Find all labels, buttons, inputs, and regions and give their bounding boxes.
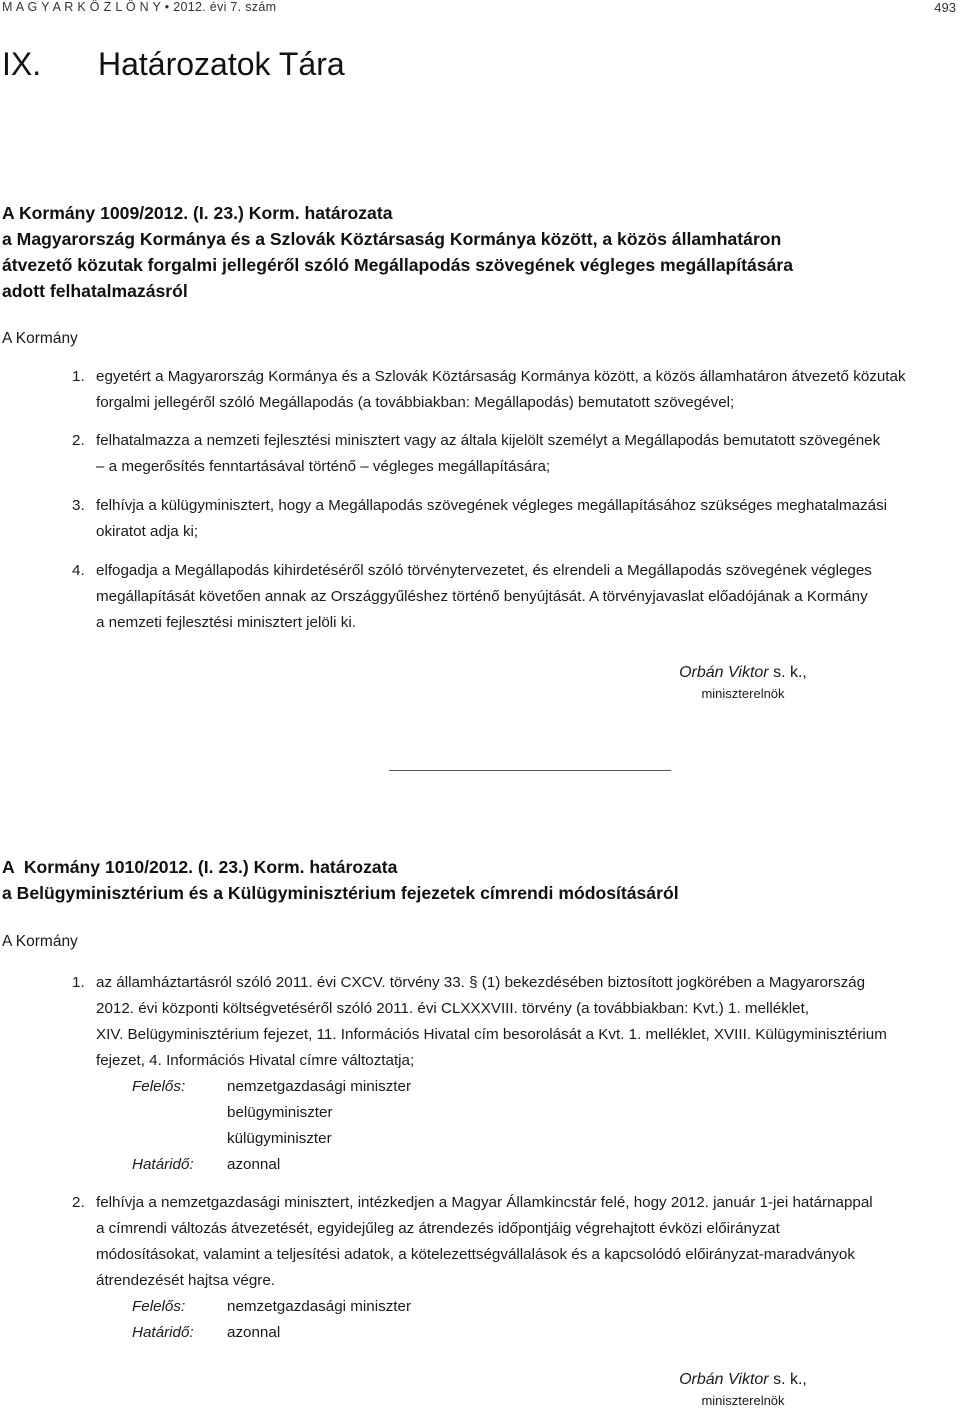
signatory-name: Orbán Viktor	[679, 664, 769, 681]
section-number: IX.	[2, 46, 42, 82]
deadline-value: azonnal	[227, 1156, 281, 1173]
item-line: forgalmi jellegéről szóló Megállapodás (a továbbiakban: Megállapodás) bemutatott szövegével;	[96, 394, 735, 411]
resolution1-item-1	[72, 364, 956, 416]
signatory-role: miniszterelnök	[701, 686, 785, 701]
responsible-label: Felelős:	[132, 1078, 186, 1095]
resolution2-item-1	[72, 970, 956, 1074]
resolution1-title-line: átvezető közutak forgalmi jellegéről szóló Megállapodás szövegének végleges megállapítására	[2, 255, 794, 275]
item-line: a címrendi változás átvezetését, egyidejűleg az átrendezés időpontjáig végrehajtott évközi előirányzat	[96, 1220, 780, 1237]
deadline-label: Határidő:	[132, 1156, 194, 1173]
resolution2-item-2	[72, 1190, 956, 1294]
item-line: az államháztartásról szóló 2011. évi CXCV. törvény 33. § (1) bekezdésében biztosított jogkörében a Magyarország	[96, 974, 866, 991]
resolution1-title-line: adott felhatalmazásról	[2, 281, 188, 301]
journal-name: M A G Y A R K Ö Z L Ö N Y	[2, 0, 161, 14]
item-line: megállapítását követően annak az Országgyűléshez történő benyújtását. A törvényjavaslat előadójának a Kormány	[96, 588, 868, 605]
resolution1-signature	[668, 664, 818, 701]
item-line: a nemzeti fejlesztési minisztert jelöli ki.	[96, 614, 356, 631]
item-line: 2012. évi központi költségvetéséről szóló 2011. évi CLXXXVIII. törvény (a továbbiakban: Kvt.) 1. melléklet,	[96, 1000, 810, 1017]
resolution1-title	[2, 200, 950, 304]
journal-info	[2, 0, 276, 14]
item-number: 3.	[72, 497, 85, 514]
resolution1-title-line: A Kormány 1009/2012. (I. 23.) Korm. határozata	[2, 203, 393, 223]
resolution1-item-4	[72, 558, 956, 636]
issue-label: 2012. évi 7. szám	[173, 0, 277, 14]
item-number: 4.	[72, 562, 85, 579]
resolution1-item-3	[72, 493, 956, 545]
resolution1-intro: A Kormány	[2, 330, 78, 347]
item-line: elfogadja a Megállapodás kihirdetéséről szóló törvénytervezetet, és elrendeli a Megállapodás szövegének végleges	[96, 562, 872, 579]
responsible-value: nemzetgazdasági miniszter	[227, 1298, 412, 1315]
section-divider	[389, 770, 671, 771]
item-line: felhatalmazza a nemzeti fejlesztési minisztert vagy az általa kijelölt személyt a Megállapodás bemutatott szövegének	[96, 432, 881, 449]
item-number: 2.	[72, 1194, 85, 1211]
responsible-value: külügyminiszter	[227, 1130, 332, 1147]
page-header	[2, 0, 960, 14]
signatory-name: Orbán Viktor	[679, 1371, 769, 1388]
resolution1-title-line: a Magyarország Kormánya és a Szlovák Köztársaság Kormánya között, a közös államhatáron	[2, 229, 782, 249]
item-line: módosításokat, valamint a teljesítési adatok, a kötelezettségvállalások és a kapcsolódó előirányzat-maradványok	[96, 1246, 855, 1263]
responsible-value: nemzetgazdasági miniszter	[227, 1078, 412, 1095]
item-line: – a megerősítés fenntartásával történő – végleges megállapítására;	[96, 458, 551, 475]
item-line: egyetért a Magyarország Kormánya és a Szlovák Köztársaság Kormánya között, a közös államhatáron átvezető közutak	[96, 368, 906, 385]
responsible-value: belügyminiszter	[227, 1104, 333, 1121]
page-number: 493	[934, 0, 956, 15]
item-line: felhívja a nemzetgazdasági minisztert, intézkedjen a Magyar Államkincstár felé, hogy 2012. január 1-jei határnappal	[96, 1194, 873, 1211]
resolution2-title-line: a Belügyminisztérium és a Külügyminisztérium fejezetek címrendi módosításáról	[2, 883, 679, 903]
signatory-suffix: s. k.,	[768, 664, 807, 681]
resolution2-title-line: A Kormány 1010/2012. (I. 23.) Korm. határozata	[2, 857, 398, 877]
resolution2-signature	[668, 1371, 818, 1408]
item-line: okiratot adja ki;	[96, 523, 199, 540]
responsible-label: Felelős:	[132, 1298, 186, 1315]
item-line: felhívja a külügyminisztert, hogy a Megállapodás szövegének végleges megállapításához szükséges meghatalmazási	[96, 497, 888, 514]
signatory-role: miniszterelnök	[701, 1393, 785, 1408]
resolution2-title	[2, 854, 950, 906]
deadline-label: Határidő:	[132, 1324, 194, 1341]
item-line: átrendezését hajtsa végre.	[96, 1272, 275, 1289]
signatory-suffix: s. k.,	[768, 1371, 807, 1388]
item-number: 2.	[72, 432, 85, 449]
resolution2-intro: A Kormány	[2, 933, 78, 950]
resolution1-item-2	[72, 428, 956, 480]
item-number: 1.	[72, 974, 85, 991]
deadline-value: azonnal	[227, 1324, 281, 1341]
section-title	[2, 46, 345, 83]
item-number: 1.	[72, 368, 85, 385]
section-name: Határozatok Tára	[98, 46, 345, 82]
item-line: XIV. Belügyminisztérium fejezet, 11. Információs Hivatal cím besorolását a Kvt. 1. melléklet, XVIII. Külügyminisztérium	[96, 1026, 887, 1043]
header-bullet: •	[164, 0, 170, 14]
item-line: fejezet, 4. Információs Hivatal címre változtatja;	[96, 1052, 415, 1069]
